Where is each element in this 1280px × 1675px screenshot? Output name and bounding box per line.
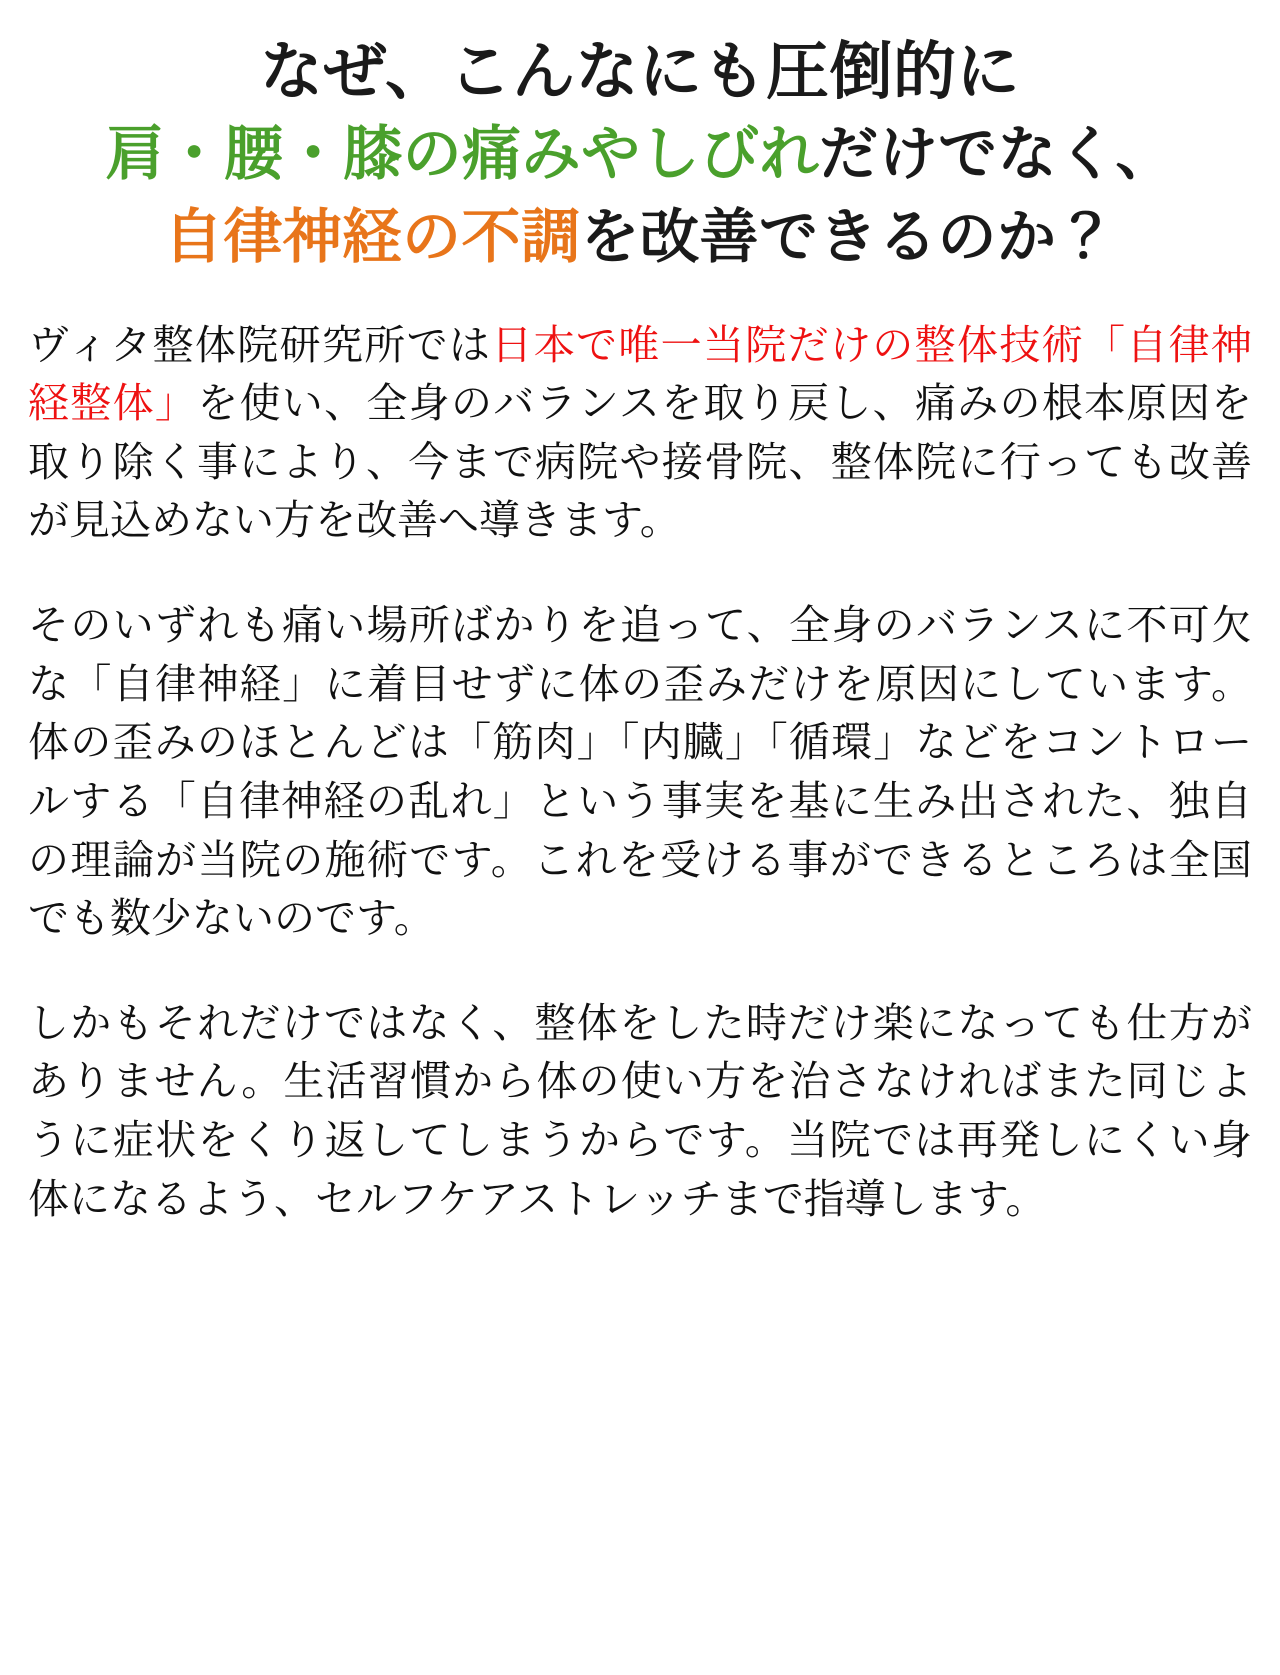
paragraph-2: そのいずれも痛い場所ばかりを追って、全身のバランスに不可欠な「自律神経」に着目せずに体の歪みだけを原因にしています。体の歪みのほとんどは「筋肉」「内臓」「循環」などをコントロールする「自律神経の乱れ」という事実を基に生み出された、独自の理論が当院の施術です。これを受ける事ができるところは全国でも数少ないのです。 [28, 602, 1252, 942]
headline-autonomic-emphasis: 自律神経の不調 [163, 203, 581, 270]
headline-line-2-tail: だけでなく、 [819, 121, 1175, 188]
paragraph-3: しかもそれだけではなく、整体をした時だけ楽になっても仕方がありません。生活習慣から体の使い方を治さなければまた同じように症状をくり返してしまうからです。当院では再発しにくい身体になるよう、セルフケアストレッチまで指導します。 [28, 999, 1252, 1222]
paragraph-1-highlight: 日本で唯一当院だけの整体技術「自律神経整体」 [28, 321, 1253, 427]
paragraph-1 [28, 316, 1252, 551]
headline-symptoms-emphasis: 肩・腰・膝の痛みやしびれ [105, 121, 820, 188]
headline-line-2 [28, 116, 1252, 193]
paragraph-1-part-2: を使い、全身のバランスを取り戻し、痛みの根本原因を取り除く事により、今まで病院や接骨院、整体院に行っても改善が見込めない方を改善へ導きます。 [28, 380, 1252, 544]
headline-line-3-tail: を改善できるのか？ [580, 203, 1117, 270]
page-title [28, 33, 1252, 275]
headline-line-1: なぜ、こんなにも圧倒的に [259, 37, 1021, 108]
paragraph-1-part-1: ヴィタ整体院研究所では [28, 321, 492, 368]
headline-line-3 [28, 199, 1252, 276]
body-copy [28, 316, 1252, 1229]
